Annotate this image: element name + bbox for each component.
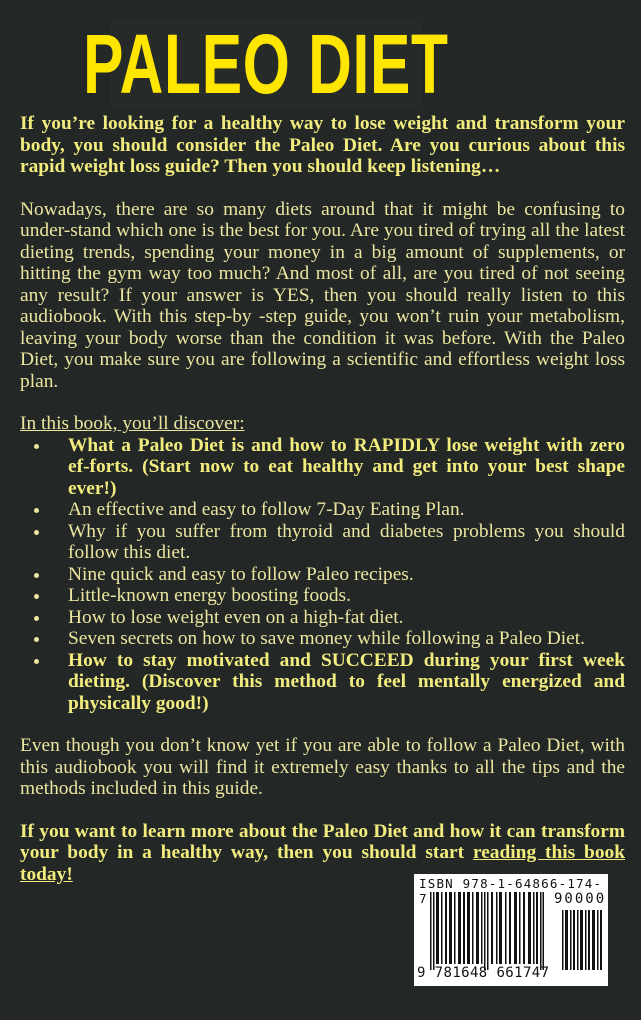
price-code: 90000 xyxy=(554,891,607,907)
addon-bars-icon xyxy=(562,910,604,970)
back-cover-text xyxy=(20,113,625,885)
list-item: An effective and easy to follow 7-Day Eating Plan. xyxy=(68,499,625,521)
discover-list xyxy=(20,435,625,715)
list-item: Nine quick and easy to follow Paleo recipes. xyxy=(68,564,625,586)
list-item: What a Paleo Diet is and how to RAPIDLY lose weight with zero ef-forts. (Start now to eat healthy and get into your best shape ever!) xyxy=(68,434,625,499)
cover-title: PALEO DIET xyxy=(83,17,449,111)
cta-link[interactable]: reading this book today! xyxy=(20,842,625,885)
list-item: How to stay motivated and SUCCEED during your first week dieting. (Discover this method to feel mentally energized and physically good!) xyxy=(68,649,625,714)
list-item: Seven secrets on how to save money while following a Paleo Diet. xyxy=(68,628,625,650)
barcode-bars-icon xyxy=(430,892,544,970)
list-item: How to lose weight even on a high-fat diet. xyxy=(68,607,625,629)
intro-paragraph: If you’re looking for a healthy way to lose weight and transform your body, you should consider the Paleo Diet. Are you curious about this rapid weight loss guide? Then you should keep listening… xyxy=(20,113,625,177)
title-box xyxy=(83,17,449,111)
list-item: Why if you suffer from thyroid and diabetes problems you should follow this diet. xyxy=(68,520,625,563)
ean-digits: 9 781648 661747 xyxy=(417,965,550,981)
list-item: Little-known energy boosting foods. xyxy=(68,585,625,607)
closing-paragraph: Even though you don’t know yet if you are able to follow a Paleo Diet, with this audiobook you will find it extremely easy thanks to all the tips and the methods included in this guide. xyxy=(20,735,625,799)
cta-text: If you want to learn more about the Paleo Diet and how it can transform your body in a healthy way, then you should start xyxy=(20,820,625,863)
isbn-barcode xyxy=(414,874,608,986)
body-paragraph: Nowadays, there are so many diets around that it might be confusing to under-stand which one is the best for you. Are you tired of trying all the latest dieting trends, spending your money in a big amount of supplements, or hitting the gym way too much? And most of all, are you tired of not seeing any result? If your answer is YES, then you should really listen to this audiobook. With this step-by -step guide, you won’t ruin your metabolism, leaving your body worse than the condition it was before. With the Paleo Diet, you make sure you are following a scientific and effortless weight loss plan. xyxy=(20,198,625,392)
isbn-label: ISBN 978-1-64866-174-7 xyxy=(419,876,603,906)
discover-heading: In this book, you’ll discover: xyxy=(20,413,245,434)
